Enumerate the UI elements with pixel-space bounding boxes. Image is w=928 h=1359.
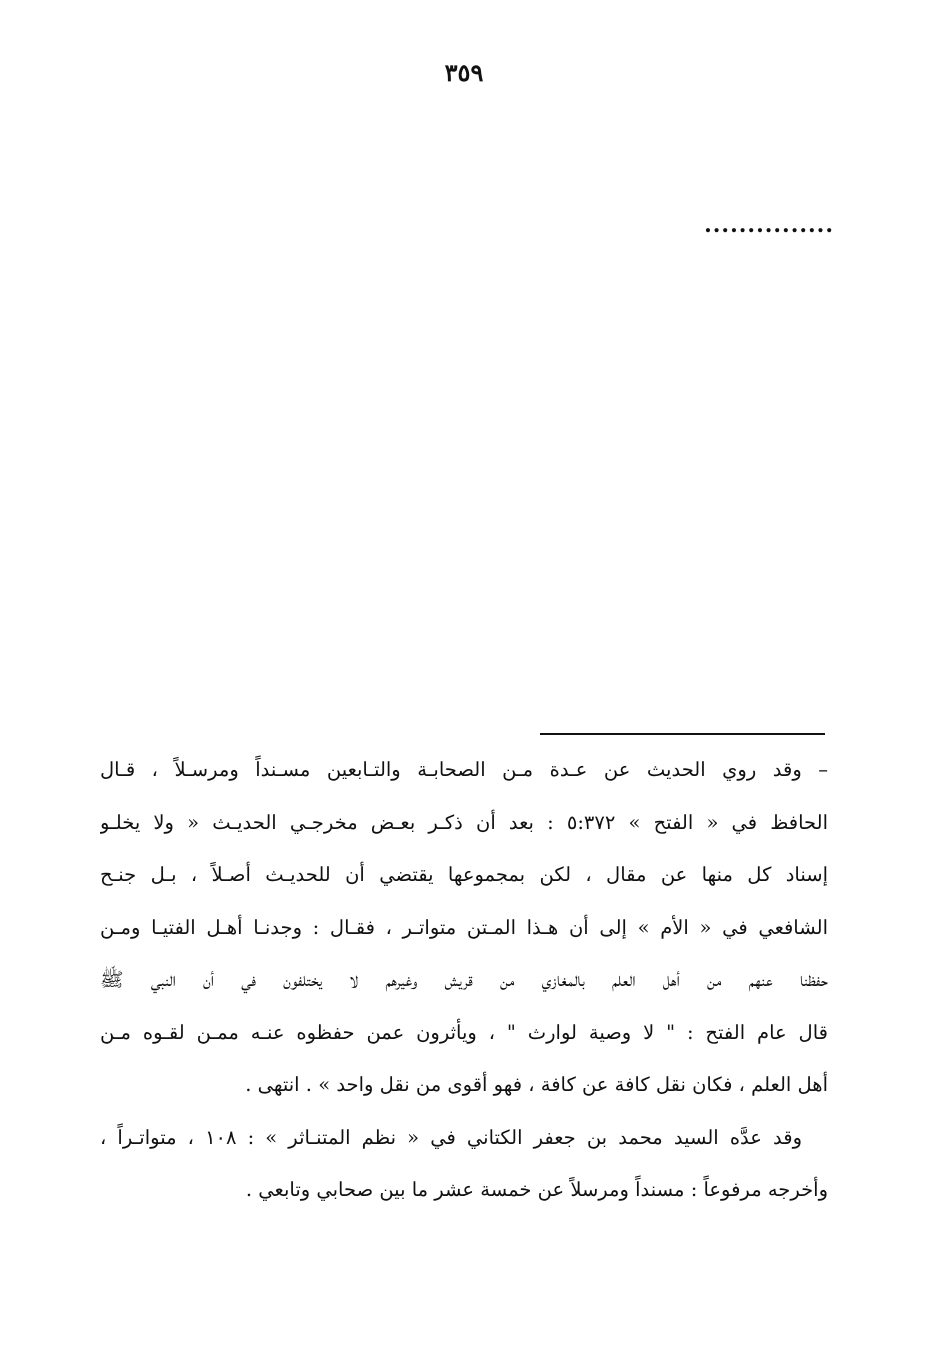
footnote-line: وأخرجه مرفوعاً : مسنداً ومرسلاً عن خمسة عشر ما بين صحابي وتابعي . — [245, 1178, 828, 1201]
footnote-line: أهل العلم ، فكان نقل كافة عن كافة ، فهو أقوى من نقل واحد » . انتهى . — [245, 1073, 828, 1096]
footnote-line: الحافظ في « الفتح » ٥:٣٧٢ : بعد أن ذكـر بعـض مخرجـي الحديـث « ولا يخلـو — [100, 810, 828, 834]
footnote-block — [100, 744, 828, 1217]
footnote-line: الشافعي في « الأم » إلى أن هـذا المـتن متواتـر ، فقـال : وجدنـا أهـل الفتيـا ومـن — [100, 915, 828, 939]
footnote-rule — [540, 733, 825, 735]
footnote-line: قال عام الفتح : " لا وصية لوارث " ، ويأثرون عمن حفظوه عنـه ممـن لقـوه مـن — [100, 1020, 828, 1044]
footnote-line: وقد عدَّه السيد محمد بن جعفر الكتاني في « نظم المتنـاثر » : ١٠٨ ، متواتـراً ، — [100, 1125, 803, 1149]
footnote-line: إسناد كل منها عن مقال ، لكن بمجموعها يقتضي أن للحديـث أصـلاً ، بـل جنـح — [100, 863, 828, 886]
footnote-line: – وقد روي الحديث عن عـدة مـن الصحابـة والتـابعين مسـنداً ومرسـلاً ، قـال — [100, 758, 828, 781]
footnote-line: حفظنا عنهم من أهل العلم بالمغازي من قريش وغيرهم لا يختلفون في أن النبي ﷺ — [100, 968, 828, 991]
ellipsis-separator: ............... — [704, 212, 834, 238]
page-number: ٣٥٩ — [444, 58, 484, 87]
